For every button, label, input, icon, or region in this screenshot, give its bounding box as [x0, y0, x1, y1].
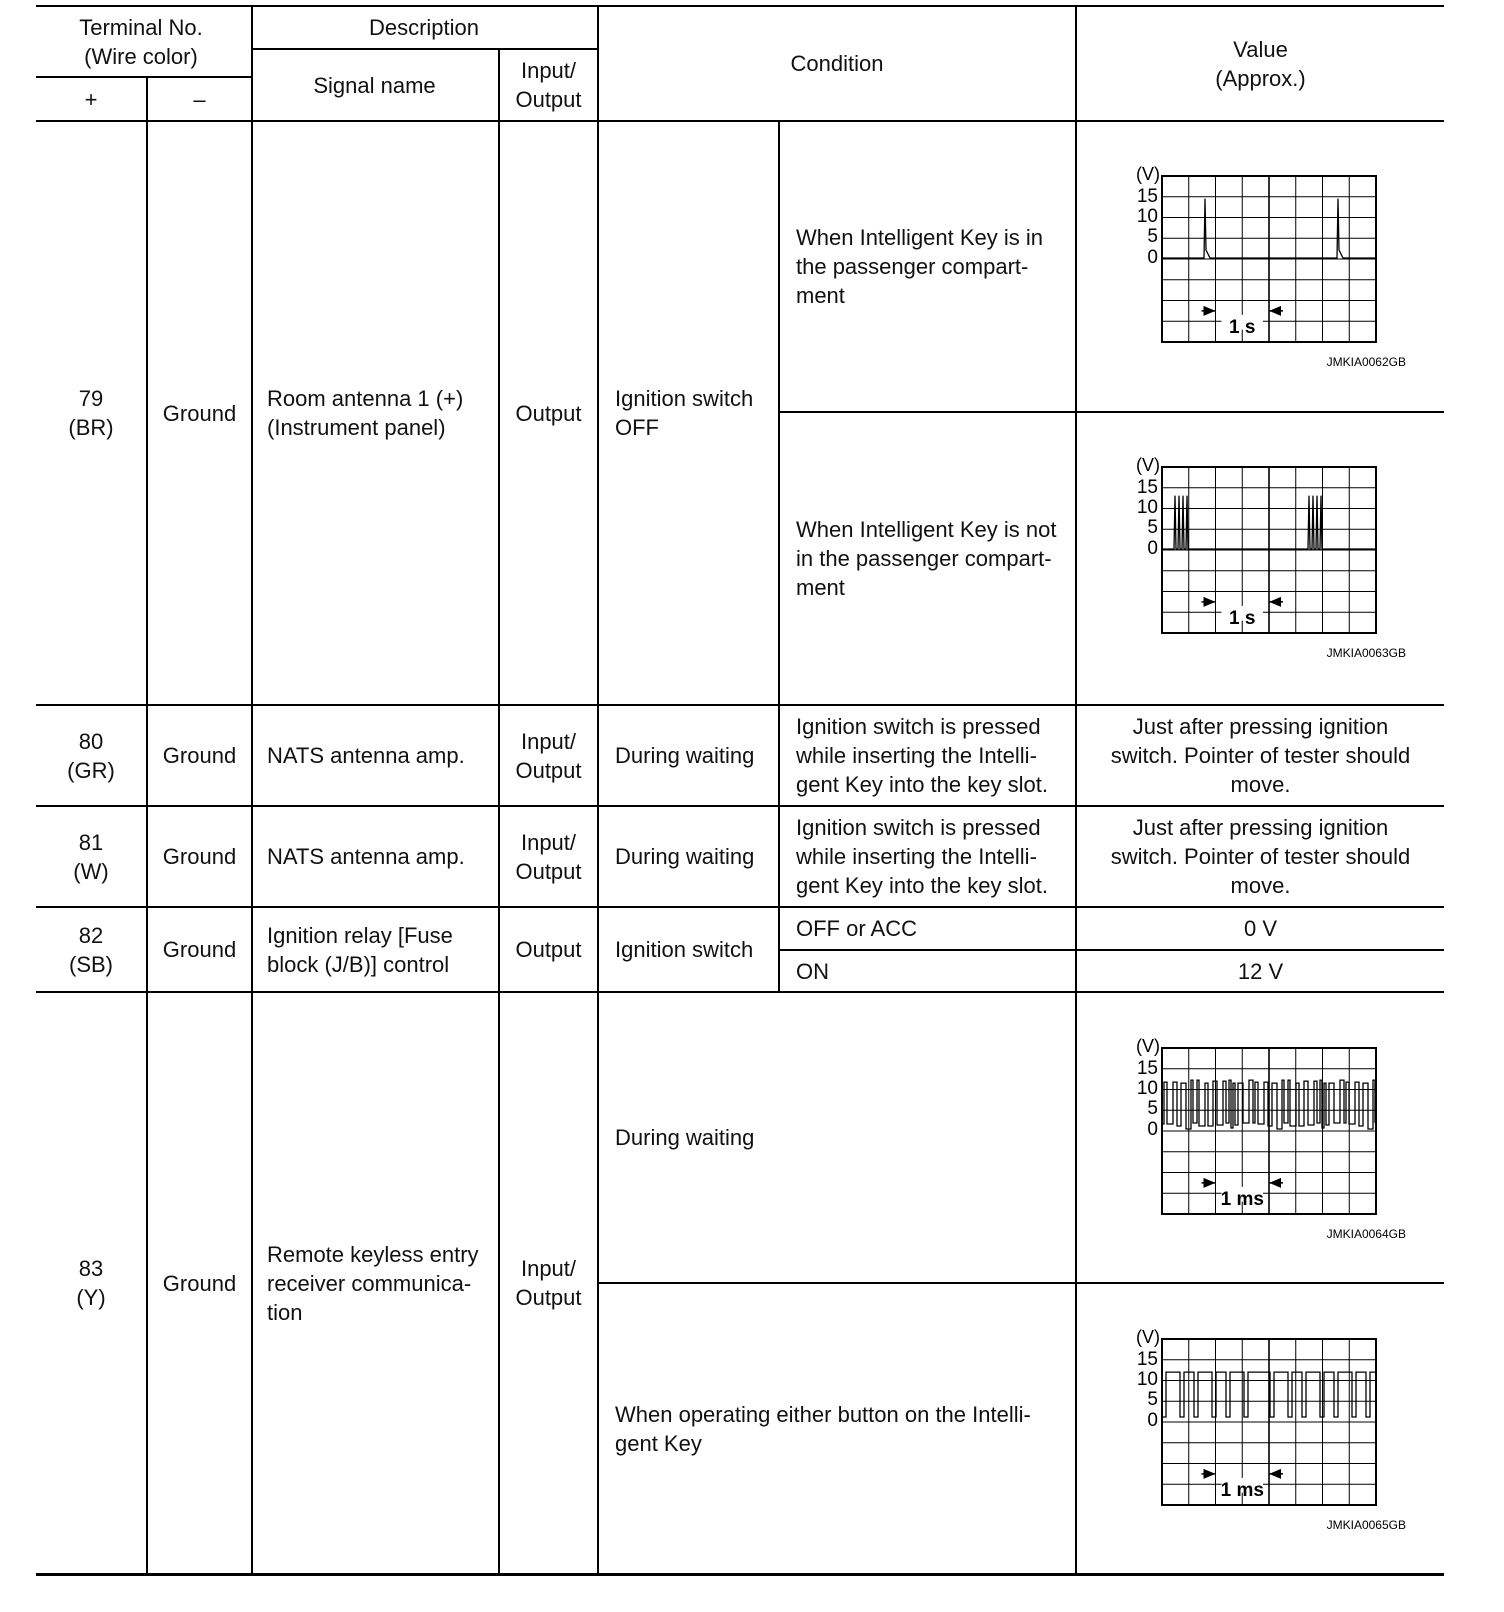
condition-83-a: During waiting	[615, 1125, 755, 1150]
scope-plot	[1110, 160, 1410, 370]
header-terminal-no: Terminal No. (Wire color)	[79, 14, 203, 69]
y-unit-label: (V)	[1136, 1327, 1160, 1347]
y-tick-label: 15	[1136, 186, 1158, 207]
table-bottom-border	[36, 1573, 1444, 1576]
subcondition-79-a: When Intelligent Key is in the passenger compart- ment	[796, 225, 1044, 308]
ground-83: Ground	[162, 1270, 237, 1296]
header-signal-name: Signal name	[313, 72, 436, 98]
header-plus: +	[84, 86, 98, 112]
condition-82: Ignition switch	[615, 937, 754, 962]
oscilloscope-waveform	[1110, 1032, 1410, 1247]
ground-80: Ground	[162, 743, 237, 768]
oscilloscope-waveform	[1110, 1323, 1410, 1538]
ground-82: Ground	[162, 937, 237, 962]
terminal-80: 80 (GR)	[67, 728, 115, 783]
subcondition-82-a: OFF or ACC	[796, 916, 918, 941]
y-tick-label: 0	[1147, 247, 1158, 268]
time-arrow	[1204, 1469, 1216, 1479]
header-input-output: Input/ Output	[515, 58, 582, 112]
terminal-83: 83 (Y)	[76, 1256, 106, 1310]
y-tick-label: 5	[1147, 1098, 1158, 1119]
scope-plot	[1110, 451, 1410, 661]
io-83: Input/ Output	[515, 1256, 582, 1310]
time-arrow	[1269, 597, 1281, 607]
time-arrow	[1204, 1178, 1216, 1188]
signal-82: Ignition relay [Fuse block (J/B)] control	[267, 922, 453, 977]
terminal-82: 82 (SB)	[69, 922, 113, 977]
y-tick-label: 5	[1147, 517, 1158, 538]
ground-79: Ground	[162, 400, 237, 426]
value-82-b: 12 V	[1237, 958, 1284, 984]
value-81: Just after pressing ignition switch. Pointer of tester should move.	[1110, 815, 1411, 898]
y-tick-label: 10	[1136, 1078, 1158, 1099]
y-tick-label: 10	[1136, 206, 1158, 227]
condition-83-b: When operating either button on the Intelli- gent Key	[615, 1401, 1031, 1456]
time-scale-label: 1 s	[1229, 607, 1256, 629]
condition-81: During waiting	[615, 844, 755, 869]
header-condition: Condition	[790, 51, 884, 76]
y-tick-label: 15	[1136, 1058, 1158, 1079]
time-arrow	[1204, 597, 1216, 607]
y-tick-label: 5	[1147, 1389, 1158, 1410]
y-unit-label: (V)	[1136, 455, 1160, 475]
signal-83: Remote keyless entry receiver communica- tion	[267, 1241, 479, 1325]
time-scale-label: 1 ms	[1220, 1479, 1264, 1501]
y-unit-label: (V)	[1136, 164, 1160, 184]
time-arrow	[1269, 306, 1281, 316]
oscilloscope-waveform	[1110, 451, 1410, 666]
scope-plot	[1110, 1032, 1410, 1242]
figure-code: JMKIA0065GB	[1326, 1518, 1406, 1532]
time-arrow	[1269, 1178, 1281, 1188]
time-arrow	[1269, 1469, 1281, 1479]
oscilloscope-waveform	[1110, 160, 1410, 375]
y-tick-label: 0	[1147, 1119, 1158, 1140]
y-tick-label: 10	[1136, 1369, 1158, 1390]
terminal-81: 81 (W)	[73, 829, 109, 884]
io-81: Input/ Output	[515, 829, 582, 884]
scope-plot	[1110, 1323, 1410, 1533]
subcondition-80: Ignition switch is pressed while inserting the Intelli- gent Key into the key slot.	[796, 714, 1048, 797]
terminal-79: 79 (BR)	[68, 386, 114, 440]
y-tick-label: 0	[1147, 1410, 1158, 1431]
signal-81: NATS antenna amp.	[267, 844, 465, 869]
figure-code: JMKIA0062GB	[1326, 355, 1406, 369]
time-arrow	[1204, 306, 1216, 316]
header-minus: –	[193, 86, 206, 112]
signal-80: NATS antenna amp.	[267, 743, 465, 768]
time-scale-label: 1 ms	[1220, 1188, 1264, 1210]
io-80: Input/ Output	[515, 728, 582, 783]
subcondition-82-b: ON	[796, 958, 829, 984]
io-79: Output	[515, 400, 582, 426]
header-description: Description	[368, 15, 480, 40]
y-unit-label: (V)	[1136, 1036, 1160, 1056]
io-82: Output	[515, 937, 582, 962]
ground-81: Ground	[162, 844, 237, 869]
condition-80: During waiting	[615, 743, 755, 768]
subcondition-79-b: When Intelligent Key is not in the passenger compart- ment	[796, 517, 1057, 600]
y-tick-label: 5	[1147, 226, 1158, 247]
y-tick-label: 15	[1136, 477, 1158, 498]
header-value: Value (Approx.)	[1215, 36, 1306, 91]
y-tick-label: 15	[1136, 1349, 1158, 1370]
subcondition-81: Ignition switch is pressed while inserting the Intelli- gent Key into the key slot.	[796, 815, 1048, 898]
signal-79: Room antenna 1 (+) (Instrument panel)	[267, 386, 464, 440]
time-scale-label: 1 s	[1229, 316, 1256, 338]
value-80: Just after pressing ignition switch. Pointer of tester should move.	[1110, 714, 1411, 797]
waveform-trace	[1162, 1080, 1375, 1129]
value-82-a: 0 V	[1243, 916, 1278, 941]
figure-code: JMKIA0063GB	[1326, 646, 1406, 660]
y-tick-label: 0	[1147, 538, 1158, 559]
figure-code: JMKIA0064GB	[1326, 1227, 1406, 1241]
condition-79: Ignition switch OFF	[615, 386, 754, 440]
y-tick-label: 10	[1136, 497, 1158, 518]
